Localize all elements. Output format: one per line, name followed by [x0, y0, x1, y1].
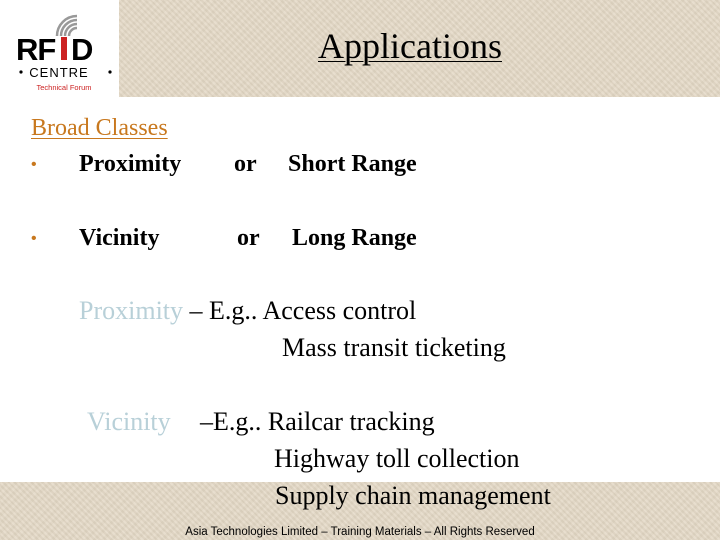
footer-copyright: Asia Technologies Limited – Training Materials – All Rights Reserved — [185, 526, 535, 538]
logo-forum-text: Technical Forum — [36, 83, 92, 92]
vicinity-label-text: Vicinity — [87, 407, 171, 436]
proximity-example-mass-transit: Mass transit ticketing — [282, 333, 506, 362]
rfid-centre-logo — [0, 0, 119, 97]
rfid-logo-graphic — [0, 0, 119, 97]
logo-centre-text: CENTRE — [29, 65, 89, 80]
bullet-icon: • — [31, 230, 37, 247]
svg-text:D: D — [71, 32, 94, 67]
vicinity-label — [87, 407, 171, 437]
class-range-short: Short Range — [288, 151, 417, 177]
vicinity-example-highway-toll: Highway toll collection — [274, 444, 520, 473]
svg-text:RF: RF — [16, 32, 56, 67]
proximity-example-line — [79, 296, 416, 326]
vicinity-example-railcar: –E.g.. Railcar tracking — [200, 407, 435, 436]
bullet-icon: • — [31, 156, 37, 173]
slide-title: Applications — [318, 26, 502, 66]
class-range-long: Long Range — [292, 225, 417, 251]
class-name-vicinity: Vicinity — [79, 225, 160, 251]
class-name-proximity: Proximity — [79, 151, 182, 177]
class-connector-vicinity: or — [237, 225, 260, 251]
broad-classes-heading: Broad Classes — [31, 115, 168, 141]
vicinity-example-supply-chain: Supply chain management — [275, 481, 551, 510]
proximity-example-access-control: – E.g.. Access control — [183, 296, 417, 325]
class-connector-proximity: or — [234, 151, 257, 177]
proximity-label: Proximity — [79, 296, 184, 325]
